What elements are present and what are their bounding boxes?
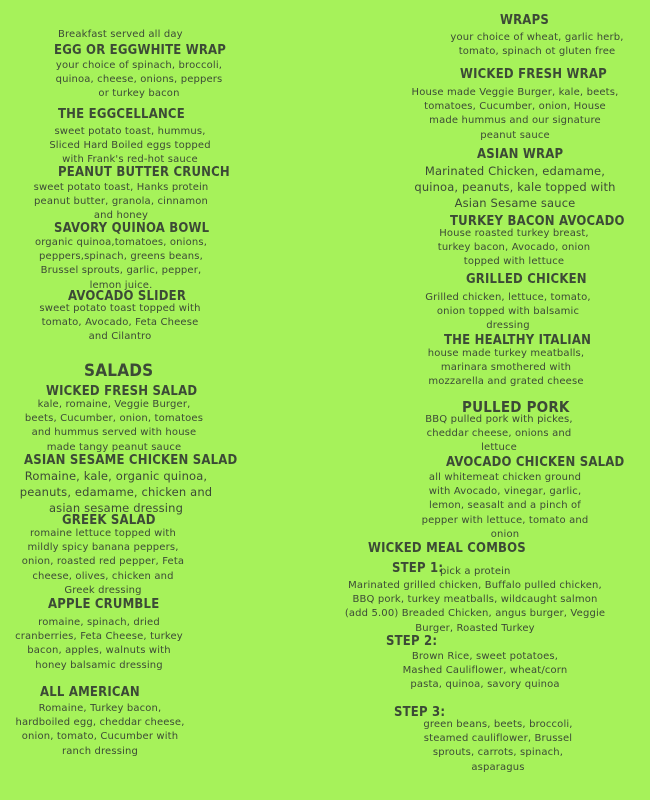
item-description: sweet potato toast, Hanks protein peanut butter, granola, cinnamon and honey xyxy=(33,182,209,222)
step-label: STEP 2: xyxy=(386,634,438,649)
item-title: AVOCADO CHICKEN SALAD xyxy=(446,455,625,470)
item-title: SAVORY QUINOA BOWL xyxy=(54,221,210,236)
item-title: PULLED PORK xyxy=(462,398,570,416)
item-description: romaine lettuce topped with mildly spicy banana peppers, onion, roasted red pepper, Feta cheese, olives, chicken and Greek dressing xyxy=(21,528,185,596)
item-description: sweet potato toast, hummus, Sliced Hard Boiled eggs topped with Frank's red-hot sauce xyxy=(49,126,211,166)
item-description: Romaine, Turkey bacon, hardboiled egg, cheddar cheese, onion, tomato, Cucumber with ranch dressing xyxy=(15,703,185,757)
step-label: STEP 3: xyxy=(394,705,446,720)
wraps-intro: your choice of wheat, garlic herb, tomato, spinach ot gluten free xyxy=(450,32,624,58)
item-title: AVOCADO SLIDER xyxy=(68,289,187,304)
item-title: WICKED FRESH SALAD xyxy=(46,384,198,399)
step-description: Marinated grilled chicken, Buffalo pulled chicken, BBQ pork, turkey meatballs, wildcaught salmon (add 5.00) Breaded Chicken, angus burger, Veggie Burger, Roasted Turkey xyxy=(344,580,606,634)
item-title: ALL AMERICAN xyxy=(40,685,140,700)
item-title: ASIAN SESAME CHICKEN SALAD xyxy=(24,453,238,468)
item-title: PEANUT BUTTER CRUNCH xyxy=(58,165,230,180)
combos-heading: WICKED MEAL COMBOS xyxy=(368,541,526,556)
step-note: pick a protein xyxy=(440,566,511,577)
item-description: your choice of spinach, broccoli, quinoa, cheese, onions, peppers or turkey bacon xyxy=(55,60,223,100)
item-description: Grilled chicken, lettuce, tomato, onion topped with balsamic dressing xyxy=(425,292,591,332)
item-description: sweet potato toast topped with tomato, Avocado, Feta Cheese and Cilantro xyxy=(39,303,201,343)
item-title: TURKEY BACON AVOCADO xyxy=(450,214,625,229)
step-description: Brown Rice, sweet potatoes, Mashed Cauliflower, wheat/corn pasta, quinoa, savory quinoa xyxy=(402,651,568,691)
item-title: THE EGGCELLANCE xyxy=(58,107,185,122)
item-description: kale, romaine, Veggie Burger, beets, Cucumber, onion, tomatoes and hummus served with house made tangy peanut sauce xyxy=(24,399,204,453)
item-title: WICKED FRESH WRAP xyxy=(460,67,607,82)
step-description: green beans, beets, broccoli, steamed cauliflower, Brussel sprouts, carrots, spinach, asparagus xyxy=(423,719,573,773)
item-title: ASIAN WRAP xyxy=(477,147,564,162)
item-description: House roasted turkey breast, turkey bacon, Avocado, onion topped with lettuce xyxy=(437,228,591,268)
item-title: EGG OR EGGWHITE WRAP xyxy=(54,43,227,58)
item-description: BBQ pulled pork with pickes, cheddar cheese, onions and lettuce xyxy=(425,414,573,454)
item-title: APPLE CRUMBLE xyxy=(48,597,160,612)
step-label: STEP 1: xyxy=(392,561,444,576)
item-title: GRILLED CHICKEN xyxy=(466,272,587,287)
item-description: House made Veggie Burger, kale, beets, tomatoes, Cucumber, onion, House made hummus and our signature peanut sauce xyxy=(411,87,619,141)
item-title: THE HEALTHY ITALIAN xyxy=(444,333,592,348)
salads-heading: SALADS xyxy=(84,361,154,381)
item-description: organic quinoa,tomatoes, onions, peppers,spinach, greens beans, Brussel sprouts, garlic, pepper, lemon juice. xyxy=(34,237,208,291)
item-description: house made turkey meatballs, marinara smothered with mozzarella and grated cheese xyxy=(427,348,585,388)
item-description: Marinated Chicken, edamame, quinoa, peanuts, kale topped with Asian Sesame sauce xyxy=(414,164,616,210)
item-description: romaine, spinach, dried cranberries, Feta Cheese, turkey bacon, apples, walnuts with honey balsamic dressing xyxy=(15,617,183,671)
wraps-heading: WRAPS xyxy=(500,13,549,28)
breakfast-note: Breakfast served all day xyxy=(58,29,183,40)
item-description: all whitemeat chicken ground with Avocado, vinegar, garlic, lemon, seasalt and a pinch of pepper with lettuce, tomato and onion xyxy=(421,472,589,540)
item-description: Romaine, kale, organic quinoa, peanuts, edamame, chicken and asian sesame dressing xyxy=(19,469,213,515)
item-title: GREEK SALAD xyxy=(62,513,156,528)
